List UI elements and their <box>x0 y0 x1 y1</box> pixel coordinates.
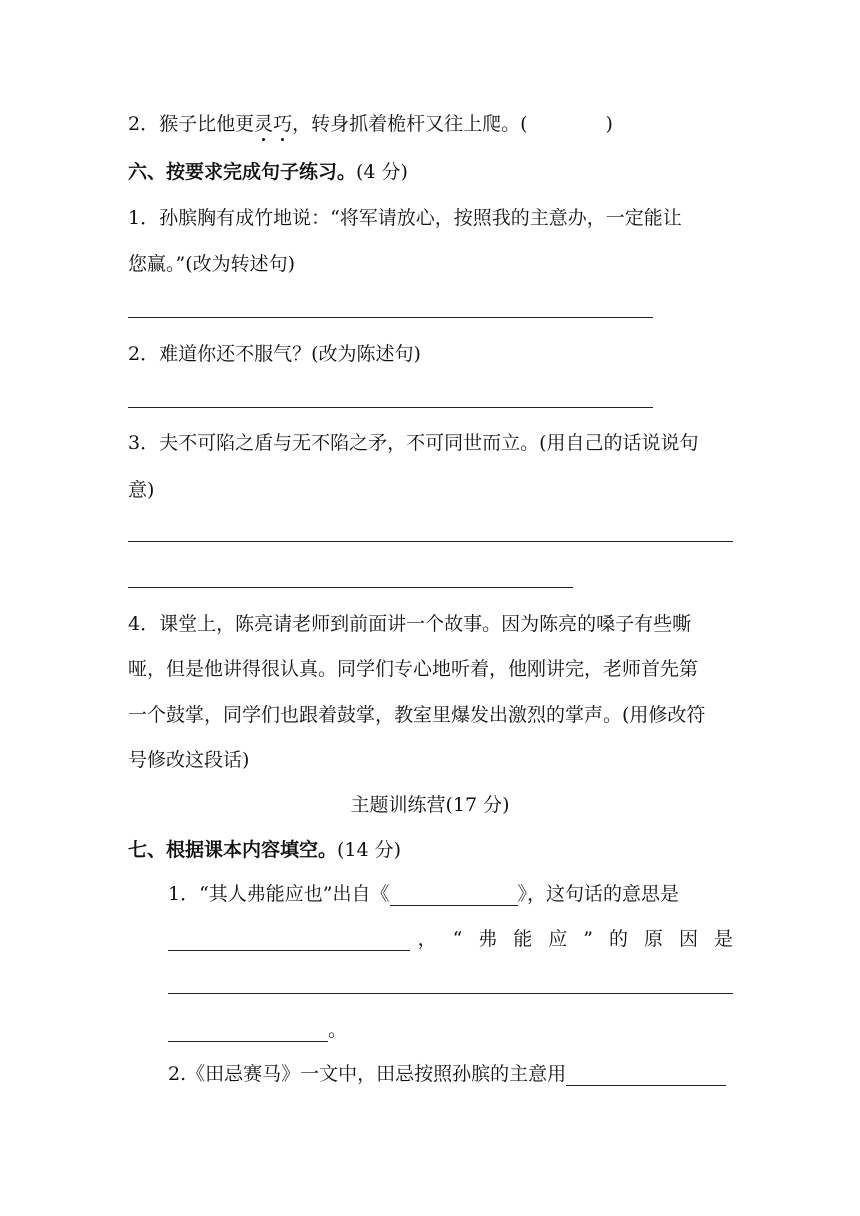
answer-line[interactable] <box>168 993 733 994</box>
q5-item2-text-after: ，转身抓着桅杆又往上爬。( <box>292 113 528 135</box>
section6-score: (4 分) <box>356 161 408 183</box>
q6-item1-line2: 您赢。”(改为转述句) <box>128 253 296 275</box>
answer-blank[interactable] <box>168 930 410 951</box>
q7-item1-line2 <box>168 927 749 951</box>
answer-line[interactable] <box>128 317 653 318</box>
q6-item4-line2: 哑，但是他讲得很认真。同学们专心地听着，他刚讲完，老师首先第 <box>128 658 699 680</box>
q6-item2-line1: 2．难道你还不服气？(改为陈述句) <box>128 343 421 365</box>
q6-item4-line4: 号修改这段话) <box>128 749 250 771</box>
section7-score: (14 分) <box>337 839 402 861</box>
answer-blank[interactable] <box>566 1065 726 1086</box>
answer-line[interactable] <box>128 407 653 408</box>
section6-title: 六、按要求完成句子练习。 <box>128 161 357 183</box>
q5-item2 <box>128 112 613 136</box>
dotted-char: 巧 <box>273 113 293 135</box>
answer-line[interactable] <box>128 541 733 542</box>
dotted-char: 灵 <box>254 113 274 135</box>
q7-item1-line4 <box>168 1018 347 1042</box>
answer-line[interactable] <box>128 587 573 588</box>
section7-heading <box>128 838 401 862</box>
q7-item1-part1: 1．“其人弗能应也”出自《 <box>168 883 390 905</box>
q7-item1-part2: 》，这句话的意思是 <box>517 883 680 905</box>
q7-item2-text: 2.《田忌赛马》一文中，田忌按照孙膑的主意用 <box>168 1063 567 1085</box>
q6-item4-line3: 一个鼓掌，同学们也跟着鼓掌，教室里爆发出激烈的掌声。(用修改符 <box>128 704 706 726</box>
answer-blank[interactable] <box>168 1021 328 1042</box>
theme-camp-title: 主题训练营(17 分) <box>350 794 510 816</box>
q6-item3-line1: 3．夫不可陷之盾与无不陷之矛，不可同世而立。(用自己的话说说句 <box>128 432 699 454</box>
q6-item3-line2: 意) <box>128 479 155 501</box>
q7-item2 <box>168 1062 726 1086</box>
close-paren: ) <box>605 113 613 135</box>
answer-blank[interactable] <box>390 885 518 906</box>
q7-item1-line1 <box>168 882 679 906</box>
section7-title: 七、根据课本内容填空。 <box>128 839 338 861</box>
section6-heading <box>128 160 408 184</box>
q7-item1-part3: ，“弗能应”的原因是 <box>417 928 749 950</box>
q7-item1-end-mark: 。 <box>328 1019 348 1041</box>
q6-item1-line1: 1．孙膑胸有成竹地说：“将军请放心，按照我的主意办，一定能让 <box>128 207 682 229</box>
q5-item2-text-before: 2．猴子比他更 <box>128 113 255 135</box>
q6-item4-line1: 4．课堂上，陈亮请老师到前面讲一个故事。因为陈亮的嗓子有些嘶 <box>128 613 692 635</box>
